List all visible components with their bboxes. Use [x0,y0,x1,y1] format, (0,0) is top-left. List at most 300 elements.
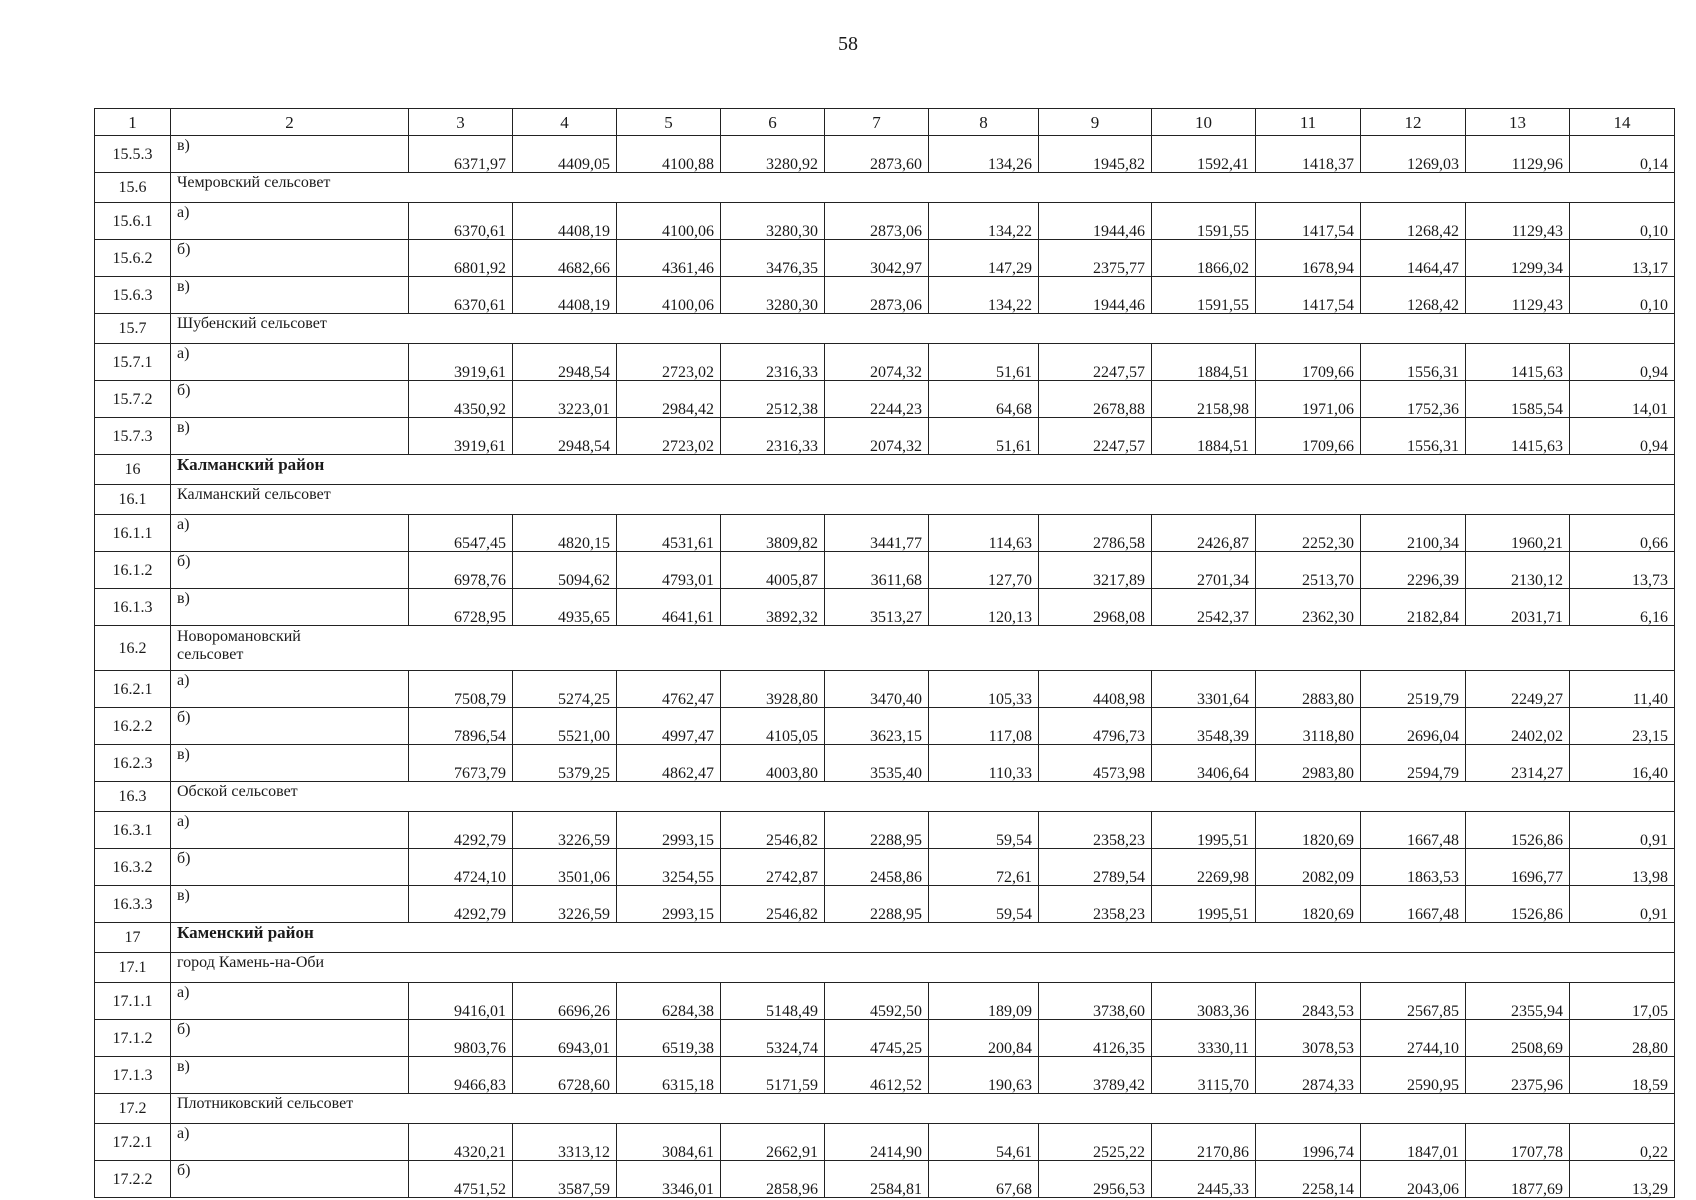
value-cell: 2375,96 [1466,1057,1570,1094]
value-cell: 117,08 [929,708,1039,745]
value-cell: 1129,43 [1466,277,1570,314]
value-cell: 1945,82 [1039,136,1152,173]
value-cell: 2742,87 [721,849,825,886]
column-header: 10 [1152,109,1256,136]
value-cell: 3809,82 [721,515,825,552]
value-cell: 3280,30 [721,277,825,314]
value-cell: 13,17 [1570,240,1675,277]
row-label: в) [171,277,409,314]
value-cell: 59,54 [929,812,1039,849]
value-cell: 6801,92 [409,240,513,277]
value-cell: 1884,51 [1152,344,1256,381]
value-cell: 51,61 [929,418,1039,455]
value-cell: 4100,88 [617,136,721,173]
value-cell: 3223,01 [513,381,617,418]
value-cell: 4408,19 [513,203,617,240]
value-cell: 5379,25 [513,745,617,782]
value-cell: 1696,77 [1466,849,1570,886]
row-code: 17.2.2 [95,1161,171,1198]
value-cell: 67,68 [929,1161,1039,1198]
value-cell: 2786,58 [1039,515,1152,552]
value-cell: 3928,80 [721,671,825,708]
value-cell: 3501,06 [513,849,617,886]
value-cell: 2402,02 [1466,708,1570,745]
value-cell: 3548,39 [1152,708,1256,745]
value-cell: 4762,47 [617,671,721,708]
row-code: 15.6.3 [95,277,171,314]
value-cell: 2258,14 [1256,1161,1361,1198]
row-code: 16.3.3 [95,886,171,923]
section-title: Калманский сельсовет [171,485,1675,515]
value-cell: 2546,82 [721,886,825,923]
value-cell: 147,29 [929,240,1039,277]
value-cell: 13,98 [1570,849,1675,886]
value-cell: 3587,59 [513,1161,617,1198]
value-cell: 1129,43 [1466,203,1570,240]
section-title: город Камень-на-Оби [171,953,1675,983]
value-cell: 3738,60 [1039,983,1152,1020]
row-label: а) [171,203,409,240]
value-cell: 4292,79 [409,886,513,923]
section-title: Обской сельсовет [171,782,1675,812]
value-cell: 2296,39 [1361,552,1466,589]
value-cell: 2993,15 [617,812,721,849]
row-label: б) [171,708,409,745]
value-cell: 1877,69 [1466,1161,1570,1198]
value-cell: 4292,79 [409,812,513,849]
value-cell: 3330,11 [1152,1020,1256,1057]
value-cell: 2508,69 [1466,1020,1570,1057]
row-label: в) [171,1057,409,1094]
value-cell: 2074,32 [825,344,929,381]
value-cell: 2170,86 [1152,1124,1256,1161]
value-cell: 0,94 [1570,344,1675,381]
table-row [95,1057,1675,1094]
value-cell: 6315,18 [617,1057,721,1094]
value-cell: 3611,68 [825,552,929,589]
value-cell: 28,80 [1570,1020,1675,1057]
value-cell: 9416,01 [409,983,513,1020]
row-code: 16.2.3 [95,745,171,782]
value-cell: 3313,12 [513,1124,617,1161]
row-code: 16.1.3 [95,589,171,626]
row-label: в) [171,886,409,923]
value-cell: 3470,40 [825,671,929,708]
value-cell: 4005,87 [721,552,825,589]
value-cell: 4105,05 [721,708,825,745]
value-cell: 4997,47 [617,708,721,745]
row-code: 17.2 [95,1094,171,1124]
row-code: 16.3 [95,782,171,812]
value-cell: 1995,51 [1152,812,1256,849]
table-row [95,418,1675,455]
value-cell: 4100,06 [617,277,721,314]
row-code: 15.6 [95,173,171,203]
value-cell: 4751,52 [409,1161,513,1198]
value-cell: 1709,66 [1256,418,1361,455]
row-label: б) [171,1161,409,1198]
row-label: б) [171,381,409,418]
value-cell: 1820,69 [1256,886,1361,923]
value-cell: 2100,34 [1361,515,1466,552]
value-cell: 1129,96 [1466,136,1570,173]
value-cell: 1526,86 [1466,886,1570,923]
value-cell: 6,16 [1570,589,1675,626]
value-cell: 1299,34 [1466,240,1570,277]
column-header: 12 [1361,109,1466,136]
section-title: Плотниковский сельсовет [171,1094,1675,1124]
value-cell: 0,10 [1570,203,1675,240]
value-cell: 3078,53 [1256,1020,1361,1057]
value-cell: 2249,27 [1466,671,1570,708]
page-number: 58 [838,33,858,55]
value-cell: 2590,95 [1361,1057,1466,1094]
value-cell: 134,26 [929,136,1039,173]
row-code: 16.1.1 [95,515,171,552]
row-code: 16.2 [95,626,171,671]
value-cell: 6519,38 [617,1020,721,1057]
value-cell: 5324,74 [721,1020,825,1057]
value-cell: 2594,79 [1361,745,1466,782]
value-cell: 54,61 [929,1124,1039,1161]
column-header: 4 [513,109,617,136]
row-code: 17.1.1 [95,983,171,1020]
value-cell: 16,40 [1570,745,1675,782]
value-cell: 6284,38 [617,983,721,1020]
row-code: 17.1.3 [95,1057,171,1094]
value-cell: 2074,32 [825,418,929,455]
value-cell: 4408,19 [513,277,617,314]
table-row [95,203,1675,240]
value-cell: 3346,01 [617,1161,721,1198]
row-label: а) [171,344,409,381]
value-cell: 1667,48 [1361,886,1466,923]
value-cell: 2158,98 [1152,381,1256,418]
row-label: б) [171,240,409,277]
value-cell: 114,63 [929,515,1039,552]
value-cell: 3280,30 [721,203,825,240]
row-code: 16.2.1 [95,671,171,708]
value-cell: 1944,46 [1039,203,1152,240]
value-cell: 2678,88 [1039,381,1152,418]
section-title: Калманский район [171,455,1675,485]
value-cell: 3441,77 [825,515,929,552]
value-cell: 110,33 [929,745,1039,782]
value-cell: 1678,94 [1256,240,1361,277]
table-row [95,1124,1675,1161]
value-cell: 1268,42 [1361,277,1466,314]
value-cell: 4862,47 [617,745,721,782]
value-cell: 59,54 [929,886,1039,923]
table-row [95,277,1675,314]
value-cell: 2948,54 [513,418,617,455]
column-header: 6 [721,109,825,136]
value-cell: 134,22 [929,203,1039,240]
value-cell: 1556,31 [1361,344,1466,381]
column-header: 7 [825,109,929,136]
value-cell: 4409,05 [513,136,617,173]
column-header: 8 [929,109,1039,136]
value-cell: 127,70 [929,552,1039,589]
value-cell: 2873,60 [825,136,929,173]
value-cell: 2316,33 [721,344,825,381]
value-cell: 2723,02 [617,344,721,381]
row-code: 17.1 [95,953,171,983]
value-cell: 4531,61 [617,515,721,552]
column-header: 11 [1256,109,1361,136]
value-cell: 0,22 [1570,1124,1675,1161]
value-cell: 1944,46 [1039,277,1152,314]
row-code: 16.1.2 [95,552,171,589]
value-cell: 5171,59 [721,1057,825,1094]
table-row [95,671,1675,708]
value-cell: 2968,08 [1039,589,1152,626]
table-row [95,886,1675,923]
value-cell: 23,15 [1570,708,1675,745]
value-cell: 1709,66 [1256,344,1361,381]
section-row [95,953,1675,983]
value-cell: 3280,92 [721,136,825,173]
value-cell: 6943,01 [513,1020,617,1057]
row-code: 17 [95,923,171,953]
table-row [95,240,1675,277]
value-cell: 4100,06 [617,203,721,240]
value-cell: 7673,79 [409,745,513,782]
value-cell: 2288,95 [825,886,929,923]
value-cell: 2414,90 [825,1124,929,1161]
row-code: 15.7.3 [95,418,171,455]
value-cell: 1884,51 [1152,418,1256,455]
value-cell: 3623,15 [825,708,929,745]
section-row [95,1094,1675,1124]
value-cell: 1417,54 [1256,203,1361,240]
table-row [95,849,1675,886]
row-label: в) [171,418,409,455]
value-cell: 2130,12 [1466,552,1570,589]
value-cell: 134,22 [929,277,1039,314]
value-cell: 1592,41 [1152,136,1256,173]
value-cell: 3892,32 [721,589,825,626]
value-cell: 2252,30 [1256,515,1361,552]
value-cell: 1863,53 [1361,849,1466,886]
value-cell: 1866,02 [1152,240,1256,277]
row-label: а) [171,515,409,552]
table-row [95,381,1675,418]
row-label: б) [171,849,409,886]
value-cell: 4796,73 [1039,708,1152,745]
value-cell: 2873,06 [825,203,929,240]
value-cell: 2519,79 [1361,671,1466,708]
column-header: 2 [171,109,409,136]
value-cell: 2375,77 [1039,240,1152,277]
value-cell: 2948,54 [513,344,617,381]
column-header: 1 [95,109,171,136]
value-cell: 7508,79 [409,671,513,708]
value-cell: 2288,95 [825,812,929,849]
value-cell: 4682,66 [513,240,617,277]
value-cell: 14,01 [1570,381,1675,418]
value-cell: 3406,64 [1152,745,1256,782]
value-cell: 1995,51 [1152,886,1256,923]
value-cell: 1464,47 [1361,240,1466,277]
value-cell: 4820,15 [513,515,617,552]
value-cell: 17,05 [1570,983,1675,1020]
row-label: а) [171,983,409,1020]
row-label: а) [171,1124,409,1161]
value-cell: 13,29 [1570,1161,1675,1198]
value-cell: 2314,27 [1466,745,1570,782]
row-code: 16.1 [95,485,171,515]
value-cell: 2874,33 [1256,1057,1361,1094]
section-row [95,626,1675,671]
value-cell: 9803,76 [409,1020,513,1057]
value-cell: 2956,53 [1039,1161,1152,1198]
value-cell: 2358,23 [1039,812,1152,849]
row-code: 16.3.1 [95,812,171,849]
value-cell: 2983,80 [1256,745,1361,782]
value-cell: 5148,49 [721,983,825,1020]
section-title [171,626,1675,671]
value-cell: 1585,54 [1466,381,1570,418]
value-cell: 0,14 [1570,136,1675,173]
row-code: 16.2.2 [95,708,171,745]
row-code: 15.7.2 [95,381,171,418]
value-cell: 2567,85 [1361,983,1466,1020]
row-label: б) [171,552,409,589]
table-row [95,589,1675,626]
value-cell: 6371,97 [409,136,513,173]
section-title: Чемровский сельсовет [171,173,1675,203]
value-cell: 1591,55 [1152,277,1256,314]
value-cell: 2662,91 [721,1124,825,1161]
value-cell: 4361,46 [617,240,721,277]
value-cell: 6547,45 [409,515,513,552]
value-cell: 4641,61 [617,589,721,626]
value-cell: 2426,87 [1152,515,1256,552]
value-cell: 9466,83 [409,1057,513,1094]
value-cell: 2744,10 [1361,1020,1466,1057]
table-row [95,552,1675,589]
value-cell: 2316,33 [721,418,825,455]
value-cell: 3217,89 [1039,552,1152,589]
value-cell: 2542,37 [1152,589,1256,626]
value-cell: 120,13 [929,589,1039,626]
section-row [95,173,1675,203]
section-title-text: Новоромановский сельсовет [177,628,301,663]
row-code: 16.3.2 [95,849,171,886]
value-cell: 1960,21 [1466,515,1570,552]
row-code: 15.6.1 [95,203,171,240]
value-cell: 2182,84 [1361,589,1466,626]
value-cell: 3535,40 [825,745,929,782]
value-cell: 1556,31 [1361,418,1466,455]
value-cell: 3083,36 [1152,983,1256,1020]
value-cell: 2031,71 [1466,589,1570,626]
value-cell: 1591,55 [1152,203,1256,240]
value-cell: 0,10 [1570,277,1675,314]
value-cell: 2445,33 [1152,1161,1256,1198]
value-cell: 4320,21 [409,1124,513,1161]
value-cell: 2723,02 [617,418,721,455]
value-cell: 2358,23 [1039,886,1152,923]
header-row [95,109,1675,136]
value-cell: 2247,57 [1039,344,1152,381]
value-cell: 2513,70 [1256,552,1361,589]
table-row [95,344,1675,381]
table-row [95,136,1675,173]
value-cell: 1752,36 [1361,381,1466,418]
table-row [95,812,1675,849]
value-cell: 18,59 [1570,1057,1675,1094]
value-cell: 3919,61 [409,344,513,381]
value-cell: 4003,80 [721,745,825,782]
row-label: в) [171,589,409,626]
value-cell: 190,63 [929,1057,1039,1094]
value-cell: 4793,01 [617,552,721,589]
column-header: 14 [1570,109,1675,136]
row-code: 17.2.1 [95,1124,171,1161]
value-cell: 4126,35 [1039,1020,1152,1057]
value-cell: 3476,35 [721,240,825,277]
value-cell: 2584,81 [825,1161,929,1198]
value-cell: 4592,50 [825,983,929,1020]
table-row [95,983,1675,1020]
section-title: Шубенский сельсовет [171,314,1675,344]
row-code: 15.6.2 [95,240,171,277]
table-row [95,1161,1675,1198]
row-label: а) [171,812,409,849]
value-cell: 6728,95 [409,589,513,626]
value-cell: 2993,15 [617,886,721,923]
value-cell: 2355,94 [1466,983,1570,1020]
value-cell: 3226,59 [513,886,617,923]
value-cell: 7896,54 [409,708,513,745]
column-header: 13 [1466,109,1570,136]
value-cell: 2546,82 [721,812,825,849]
row-label: в) [171,136,409,173]
row-label: в) [171,745,409,782]
value-cell: 1996,74 [1256,1124,1361,1161]
value-cell: 1526,86 [1466,812,1570,849]
row-code: 16 [95,455,171,485]
value-cell: 4724,10 [409,849,513,886]
section-row [95,923,1675,953]
value-cell: 1269,03 [1361,136,1466,173]
value-cell: 3118,80 [1256,708,1361,745]
data-table [94,108,1675,1198]
value-cell: 3115,70 [1152,1057,1256,1094]
row-code: 15.7 [95,314,171,344]
value-cell: 4612,52 [825,1057,929,1094]
value-cell: 3084,61 [617,1124,721,1161]
value-cell: 1971,06 [1256,381,1361,418]
value-cell: 2984,42 [617,381,721,418]
value-cell: 1847,01 [1361,1124,1466,1161]
table-row [95,1020,1675,1057]
value-cell: 6696,26 [513,983,617,1020]
value-cell: 189,09 [929,983,1039,1020]
section-row [95,485,1675,515]
value-cell: 64,68 [929,381,1039,418]
table-row [95,745,1675,782]
value-cell: 105,33 [929,671,1039,708]
value-cell: 6370,61 [409,203,513,240]
section-title: Каменский район [171,923,1675,953]
value-cell: 2696,04 [1361,708,1466,745]
value-cell: 6978,76 [409,552,513,589]
value-cell: 3301,64 [1152,671,1256,708]
value-cell: 2362,30 [1256,589,1361,626]
